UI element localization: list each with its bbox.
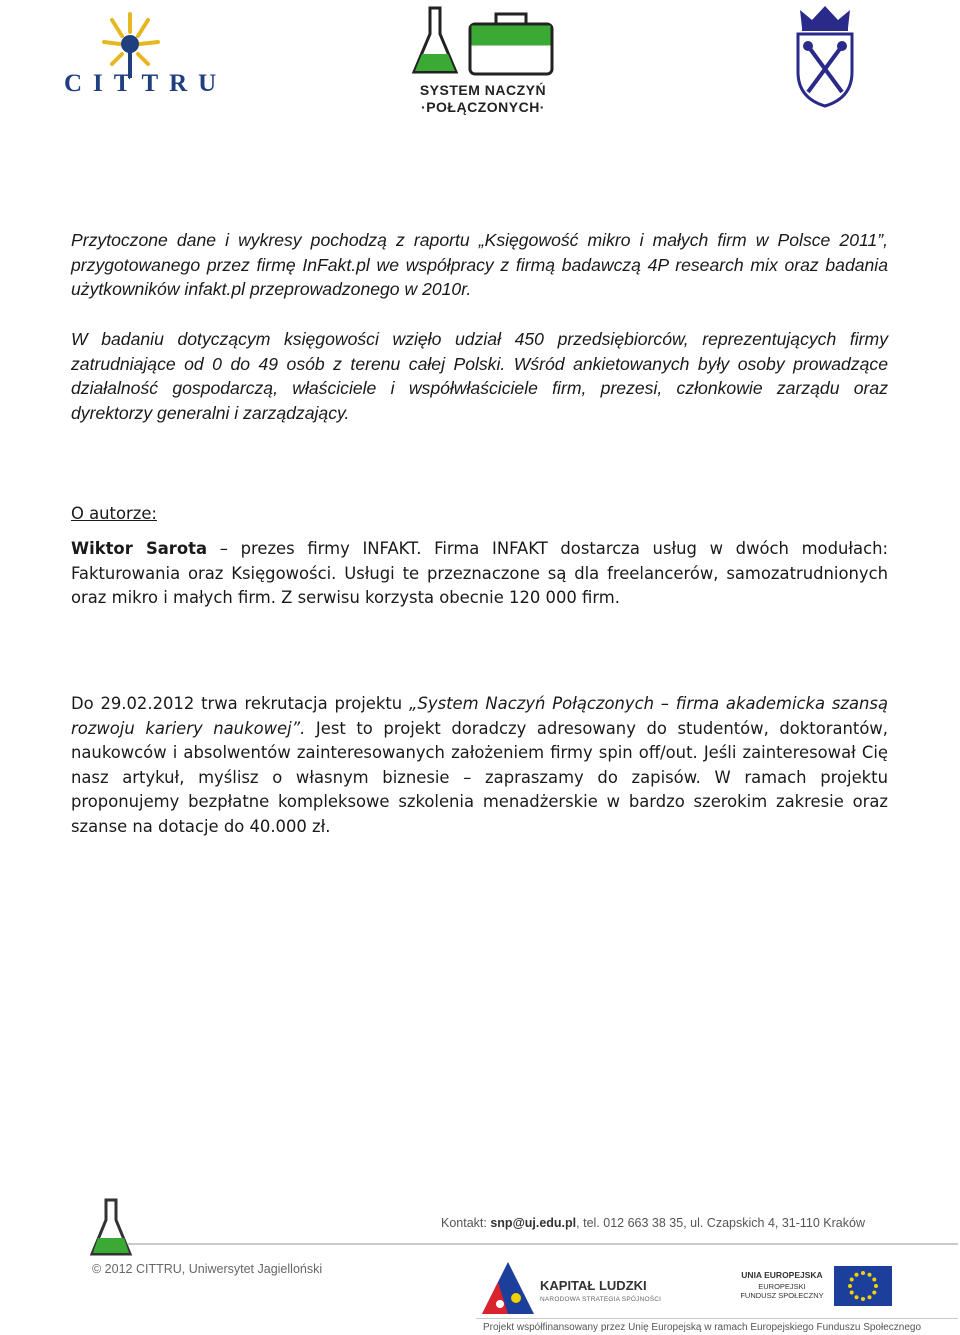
eu-flag-icon xyxy=(834,1266,892,1306)
eu-label-line-1: UNIA EUROPEJSKA xyxy=(741,1270,823,1280)
copyright-text: © 2012 CITTRU, Uniwersytet Jagielloński xyxy=(92,1262,323,1276)
survey-text: W badaniu dotyczącym księgowości wzięło udział 450 przedsiębiorców, reprezentujących firmy zatrudniające od 0 do 49 osób z terenu całej Polski. Wśród ankietowanych były osoby prowadzące działalność gospodarczą, właściciele i współwłaściciele firm, prezesi, członkowie zarządu oraz dyrektorzy generalni i zarządzający. xyxy=(71,329,888,423)
eu-fund-label xyxy=(736,1270,828,1300)
eu-label-line-2: EUROPEJSKI xyxy=(758,1282,806,1291)
cittru-wordmark: CITTRU xyxy=(64,70,228,97)
recruitment-details: Jest to projekt doradczy adresowany do studentów, doktorantów, naukowców i absolwentów zainteresowanych założeniem firmy spin off/out. Jeśli zainteresował Cię nasz artykuł, myślisz o własnym biznesie – zapraszamy do zapisów. W ramach projektu proponujemy bezpłatne kompleksowe szkolenia menadżerskie w bardzo szerokim zakresie oraz szanse na dotacje do 40.000 zł. xyxy=(71,718,888,836)
contact-line xyxy=(441,1216,865,1230)
cittru-logo xyxy=(60,8,240,100)
logo-line-1: SYSTEM NACZYŃ xyxy=(419,82,547,98)
logo-line-2: ·POŁĄCZONYCH· xyxy=(421,99,545,115)
flask-and-briefcase-icon xyxy=(408,4,558,84)
source-paragraph xyxy=(71,228,888,302)
kapital-ludzki-subtitle: NARODOWA STRATEGIA SPÓJNOŚCI xyxy=(540,1296,662,1303)
kapital-ludzki-icon xyxy=(478,1258,538,1318)
recruitment-intro: Do 29.02.2012 trwa rekrutacja projektu xyxy=(71,694,409,713)
author-paragraph xyxy=(71,537,888,611)
system-naczyn-polaczonych-logo xyxy=(408,4,558,114)
survey-paragraph xyxy=(71,327,888,425)
eu-label-line-3: FUNDUSZ SPOŁECZNY xyxy=(740,1291,824,1300)
recruitment-paragraph xyxy=(71,692,888,840)
author-description: – prezes firmy INFAKT. Firma INFAKT dostarcza usług w dwóch modułach: Fakturowania oraz Księgowości. Usługi te przeznaczone są dla freelancerów, samozatrudnionych oraz mikro i małych firm. Z serwisu korzysta obecnie 120 000 firm. xyxy=(71,539,888,608)
author-heading: O autorze: xyxy=(71,504,157,523)
contact-email-link[interactable]: snp@uj.edu.pl xyxy=(490,1216,577,1230)
author-name: Wiktor Sarota xyxy=(71,539,208,558)
uj-crest-icon xyxy=(792,2,858,108)
kapital-ludzki-title: KAPITAŁ LUDZKI xyxy=(540,1278,647,1293)
contact-details: , tel. 012 663 38 35, ul. Czapskich 4, 31-110 Kraków xyxy=(576,1216,865,1230)
cittru-figure-icon xyxy=(60,8,240,78)
cofunding-note: Projekt współfinansowany przez Unię Europejską w ramach Europejskiego Funduszu Społecznego xyxy=(483,1322,922,1333)
footer-flask-icon xyxy=(86,1198,146,1258)
source-text: Przytoczone dane i wykresy pochodzą z raportu „Księgowość mikro i małych firm w Polsce 2011”, przygotowanego przez firmę InFakt.pl we współpracy z firmą badawczą 4P research mix oraz badania użytkowników infakt.pl przeprowadzonego w 2010r. xyxy=(71,230,888,300)
footer-divider xyxy=(128,1243,958,1245)
contact-label: Kontakt: xyxy=(441,1216,491,1230)
footer-bottom-divider xyxy=(476,1318,958,1319)
project-title: „System Naczyń Połączonych – firma akademicka szansą rozwoju kariery naukowej”. xyxy=(71,694,888,738)
